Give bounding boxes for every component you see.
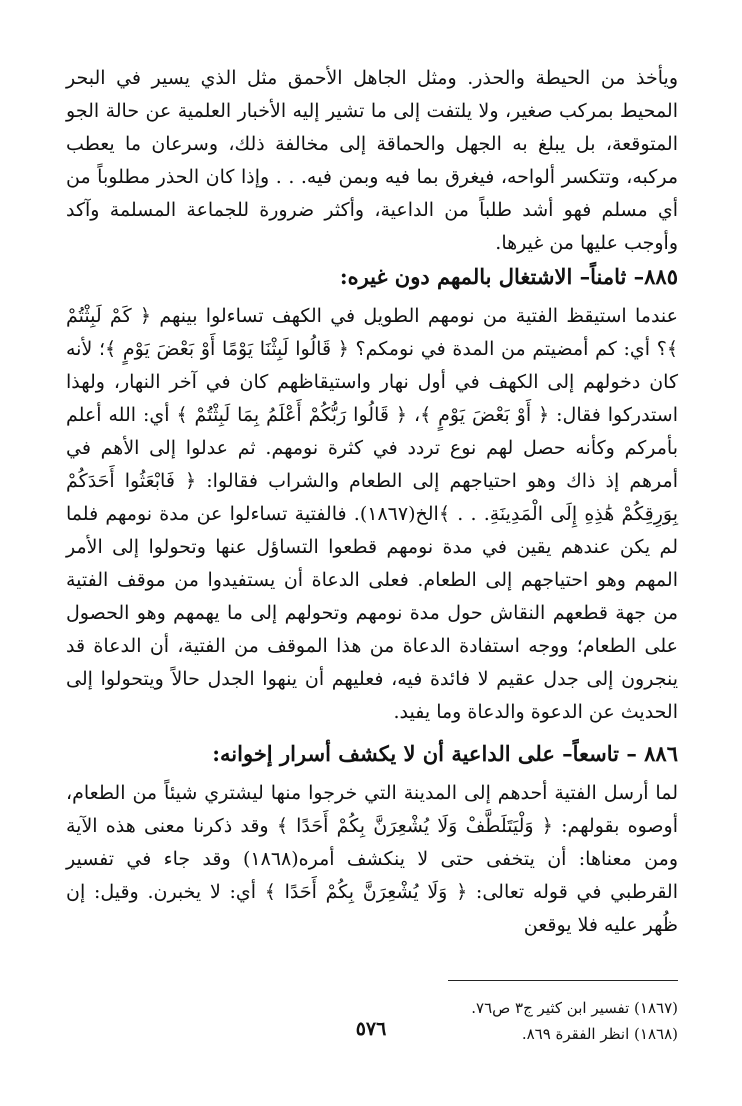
section-heading-885: ٨٨٥– ثامناً– الاشتغال بالمهم دون غيره: [339,264,678,289]
paragraph-886: لما أرسل الفتية أحدهم إلى المدينة التي خرجوا منها ليشتري شيئاً من الطعام، أوصوه بقولهم: ﴿ وَلْيَتَلَطَّفْ وَلَا يُشْعِرَنَّ بِكُمْ أَحَدًا ﴾ وقد ذكرنا معنى هذه الآية ومن معناها: أن يتخفى حتى لا ينكشف أمره(١٨٦٨) وقد جاء في تفسير القرطبي في قوله تعالى: ﴿ وَلَا يُشْعِرَنَّ بِكُمْ أَحَدًا ﴾ أي: لا يخبرن. وقيل: إن ظُهر عليه فلا يوقعن [66,782,678,936]
section-heading-886: ٨٨٦ – تاسعاً– على الداعية أن لا يكشف أسرار إخوانه: [212,741,678,766]
footnote-1867: (١٨٦٧) تفسير ابن كثير ج٣ ص٧٦. [471,999,678,1017]
footnote-divider [448,980,678,981]
paragraph-intro: ويأخذ من الحيطة والحذر. ومثل الجاهل الأحمق مثل الذي يسير في البحر المحيط بمركب صغير، ولا يلتفت إلى ما تشير إليه الأخبار العلمية عن حالة الجو المتوقعة، بل يبلغ به الجهل والحماقة إلى مخالفة ذلك، وسرعان ما يعطب مركبه، وتتكسر ألواحه، فيغرق بما فيه وبمن فيه. . . وإذا كان الحذر مطلوباً من أي مسلم فهو أشد طلباً من الداعية، وأكثر ضرورة للجماعة المسلمة وآكد وأوجب عليها من غيرها. [66,67,678,254]
paragraph-885: عندما استيقظ الفتية من نومهم الطويل في الكهف تساءلوا بينهم ﴿ كَمْ لَبِثْتُمْ ﴾؟ أي: كم أمضيتم من المدة في نومكم؟ ﴿ قَالُوا لَبِثْنَا يَوْمًا أَوْ بَعْضَ يَوْمٍ ﴾؛ لأنه كان دخولهم إلى الكهف في أول نهار واستيقاظهم كان في آخر النهار، ولهذا استدركوا فقال: ﴿ أَوْ بَعْضَ يَوْمٍ ﴾، ﴿ قَالُوا رَبُّكُمْ أَعْلَمُ بِمَا لَبِثْتُمْ ﴾ أي: الله أعلم بأمركم وكأنه حصل لهم نوع تردد في كثرة نومهم. ثم عدلوا إلى الأهم في أمرهم إذ ذاك وهو احتياجهم إلى الطعام والشراب فقالوا: ﴿ فَابْعَثُوا أَحَدَكُمْ بِوَرِقِكُمْ هَٰذِهِ إِلَى الْمَدِينَةِ. . . ﴾الخ(١٨٦٧). فالفتية تساءلوا عن مدة نومهم فلما لم يكن عندهم يقين في مدة نومهم قطعوا التساؤل عنها وتحولوا إلى الأمر المهم وهو احتياجهم إلى الطعام. فعلى الدعاة أن يستفيدوا من موقف الفتية من جهة قطعهم النقاش حول مدة نومهم وتحولهم إلى ما يهمهم وهو الحصول على الطعام؛ ووجه استفادة الدعاة من هذا الموقف من الفتية، أن الدعاة قد ينجرون إلى جدل عقيم لا فائدة فيه، فعليهم أن ينهوا الجدل حالاً ويتحولوا إلى الحديث عن الدعوة والدعاة وما يفيد. [66,305,678,723]
page-number: ٥٧٦ [355,1018,387,1040]
footnote-1868: (١٨٦٨) انظر الفقرة ٨٦٩. [521,1025,678,1043]
